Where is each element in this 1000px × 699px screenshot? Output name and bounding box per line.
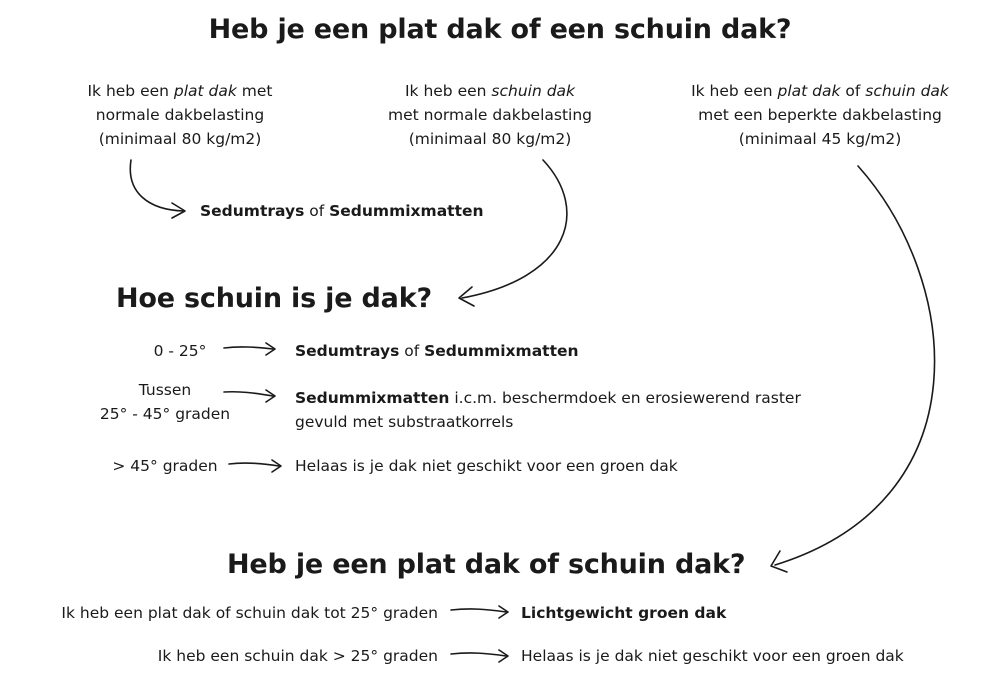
- slope-label-25-45: [80, 378, 250, 426]
- arrowhead-icon: [172, 203, 185, 218]
- option-text: met een beperkte dakbelasting: [698, 106, 942, 124]
- arrow-light-up-to-25: [451, 609, 506, 612]
- product-name: Sedummixmatten: [329, 202, 484, 220]
- result-text: i.c.m. beschermdoek en erosiewerend raster: [449, 389, 801, 407]
- arrow-sloped-to-heading: [462, 160, 567, 298]
- slope-label-over-45: > 45° graden: [112, 457, 218, 475]
- arrow-over-45: [229, 463, 279, 466]
- option-text: Ik heb een: [691, 82, 778, 100]
- slope-result-over-45: Helaas is je dak niet geschikt voor een groen dak: [295, 457, 678, 475]
- option-text: (minimaal 80 kg/m2): [408, 130, 572, 148]
- option-limited-load: [660, 79, 980, 151]
- light-label-up-to-25: Ik heb een plat dak of schuin dak tot 25° graden: [61, 604, 438, 622]
- light-result-up-to-25: [521, 601, 726, 625]
- light-result-over-25: Helaas is je dak niet geschikt voor een groen dak: [521, 647, 904, 665]
- arrow-limited-to-heading: [775, 166, 935, 565]
- arrow-flat-to-result: [130, 160, 184, 211]
- option-emphasis: plat dak: [777, 82, 841, 100]
- arrowhead-icon: [272, 460, 281, 472]
- option-text: (minimaal 80 kg/m2): [98, 130, 262, 148]
- connector-text: of: [399, 342, 425, 360]
- option-text: met: [236, 82, 273, 100]
- slope-label-0-25: 0 - 25°: [153, 342, 207, 360]
- slope-heading: Hoe schuin is je dak?: [116, 283, 432, 314]
- option-text: Ik heb een: [87, 82, 174, 100]
- connector-text: of: [304, 202, 330, 220]
- option-text: normale dakbelasting: [95, 106, 265, 124]
- page-title: Heb je een plat dak of een schuin dak?: [208, 14, 792, 45]
- arrowhead-icon: [499, 606, 508, 618]
- arrowhead-icon: [459, 287, 474, 306]
- slope-result-0-25: [295, 339, 579, 363]
- option-text: met normale dakbelasting: [387, 106, 593, 124]
- arrowhead-icon: [499, 650, 508, 662]
- slope-result-25-45: [295, 386, 801, 434]
- option-sloped-normal: [355, 79, 625, 151]
- product-name: Lichtgewicht groen dak: [521, 604, 727, 622]
- result-text: gevuld met substraatkorrels: [295, 413, 514, 431]
- lightweight-heading: Heb je een plat dak of schuin dak?: [227, 549, 746, 580]
- slope-label-line: 25° - 45° graden: [99, 405, 231, 423]
- product-name: Sedummixmatten: [424, 342, 579, 360]
- option-emphasis: plat dak: [173, 82, 237, 100]
- slope-label-line: Tussen: [138, 381, 192, 399]
- option-flat-normal: [55, 79, 305, 151]
- product-name: Sedummixmatten: [295, 389, 450, 407]
- arrowhead-icon: [266, 390, 275, 402]
- arrowhead-icon: [771, 551, 787, 572]
- option-text: of: [840, 82, 866, 100]
- option-text: Ik heb een: [404, 82, 492, 100]
- light-label-over-25: Ik heb een schuin dak > 25° graden: [157, 647, 438, 665]
- option-emphasis: schuin dak: [491, 82, 576, 100]
- option-text: (minimaal 45 kg/m2): [738, 130, 902, 148]
- product-name: Sedumtrays: [295, 342, 400, 360]
- flat-roof-result: [200, 199, 484, 223]
- arrowhead-icon: [266, 343, 275, 355]
- option-emphasis: schuin dak: [865, 82, 949, 100]
- product-name: Sedumtrays: [200, 202, 305, 220]
- arrow-light-over-25: [451, 653, 506, 656]
